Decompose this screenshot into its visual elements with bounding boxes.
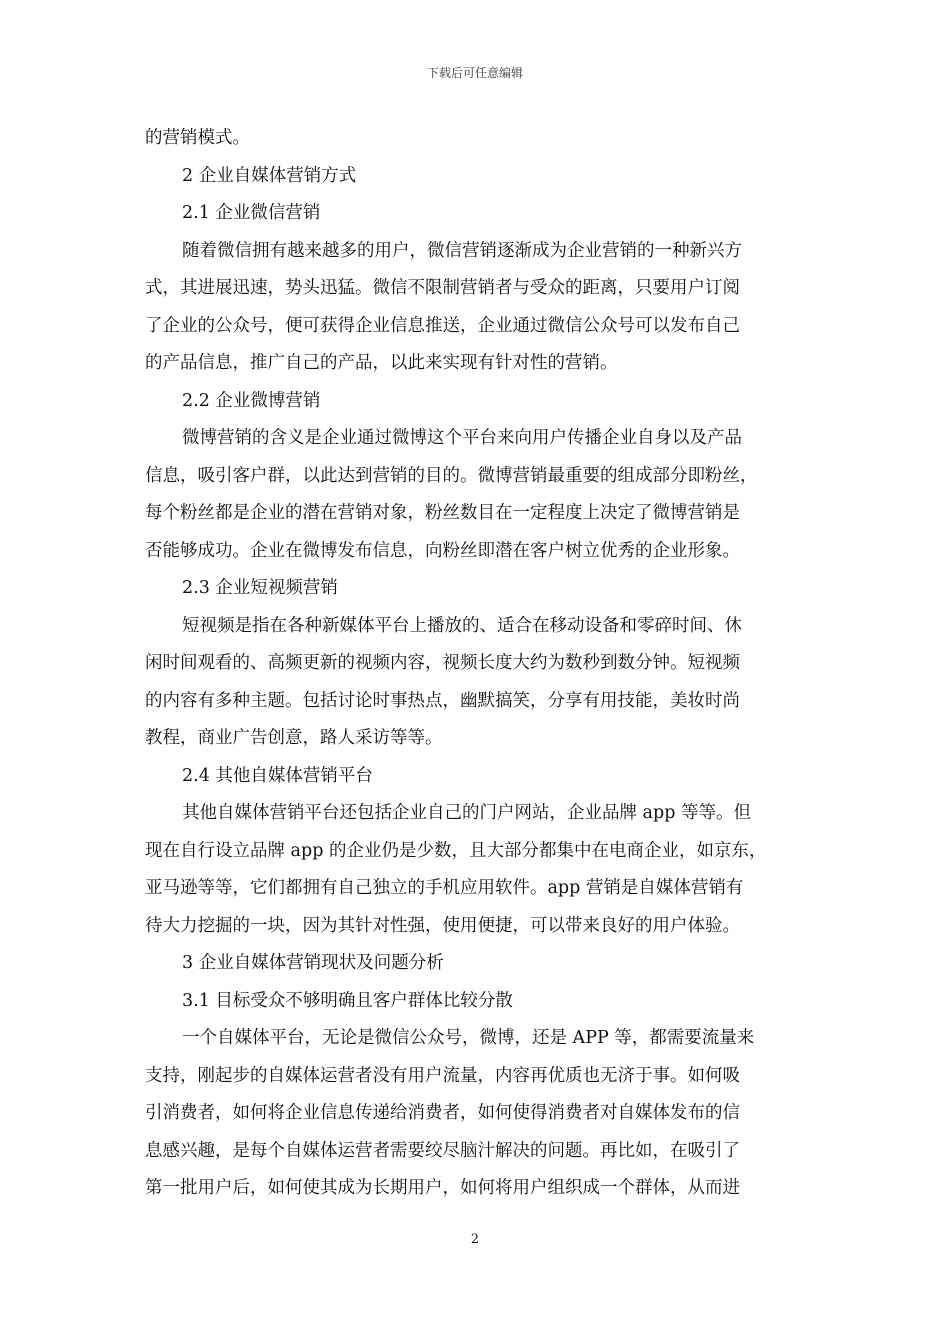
text-line: 第一批用户后，如何使其成为长期用户，如何将用户组织成一个群体，从而进 <box>145 1178 740 1198</box>
text-line: 信息，吸引客户群，以此达到营销的目的。微博营销最重要的组成部分即粉丝， <box>145 465 758 486</box>
text-line: 其他自媒体营销平台还包括企业自己的门户网站，企业品牌 app 等等。但 <box>182 803 751 823</box>
text-line: 2.3 企业短视频营销 <box>182 578 338 598</box>
text-line: 短视频是指在各种新媒体平台上播放的、适合在移动设备和零碎时间、休 <box>182 615 742 636</box>
text-line: 式，其进展迅速，势头迅猛。微信不限制营销者与受众的距离，只要用户订阅 <box>145 278 740 298</box>
text-line: 2.2 企业微博营销 <box>182 390 321 411</box>
text-line: 教程，商业广告创意，路人采访等等。 <box>145 728 443 748</box>
text-line: 每个粉丝都是企业的潜在营销对象，粉丝数目在一定程度上决定了微博营销是 <box>145 503 740 523</box>
text-line: 3 企业自媒体营销现状及问题分析 <box>182 953 444 973</box>
text-line: 的产品信息，推广自己的产品，以此来实现有针对性的营销。 <box>145 353 618 373</box>
text-line: 微博营销的含义是企业通过微博这个平台来向用户传播企业自身以及产品 <box>182 428 742 448</box>
text-line: 闲时间观看的、高频更新的视频内容，视频长度大约为数秒到数分钟。短视频 <box>145 653 740 673</box>
text-line: 2.1 企业微信营销 <box>182 203 321 223</box>
page-number: 2 <box>470 1232 480 1247</box>
text-line: 2.4 其他自媒体营销平台 <box>182 765 373 786</box>
text-line: 的内容有多种主题。包括讨论时事热点，幽默搞笑，分享有用技能，美妆时尚 <box>145 690 740 711</box>
text-line: 3.1 目标受众不够明确且客户群体比较分散 <box>182 990 513 1011</box>
text-line: 了企业的公众号，便可获得企业信息推送，企业通过微信公众号可以发布自己 <box>145 315 740 336</box>
text-line: 引消费者，如何将企业信息传递给消费者，如何使得消费者对自媒体发布的信 <box>145 1103 740 1123</box>
page-header: 下载后可任意编辑 <box>426 66 523 80</box>
text-line: 一个自媒体平台，无论是微信公众号，微博，还是 APP 等，都需要流量来 <box>182 1028 755 1048</box>
text-line: 随着微信拥有越来越多的用户，微信营销逐渐成为企业营销的一种新兴方 <box>182 240 742 261</box>
text-line: 待大力挖掘的一块，因为其针对性强，使用便捷，可以带来良好的用户体验。 <box>145 915 740 936</box>
text-line: 支持，刚起步的自媒体运营者没有用户流量，内容再优质也无济于事。如何吸 <box>145 1065 740 1086</box>
text-line: 2 企业自媒体营销方式 <box>182 165 357 186</box>
text-line: 亚马逊等等，它们都拥有自己独立的手机应用软件。app 营销是自媒体营销有 <box>145 878 744 898</box>
text-line: 否能够成功。企业在微博发布信息，向粉丝即潜在客户树立优秀的企业形象。 <box>145 540 740 561</box>
text-line: 的营销模式。 <box>145 128 250 148</box>
document-body <box>145 120 810 1208</box>
text-line: 息感兴趣，是每个自媒体运营者需要绞尽脑汁解决的问题。再比如，在吸引了 <box>145 1140 740 1161</box>
text-line: 现在自行设立品牌 app 的企业仍是少数，且大部分都集中在电商企业，如京东， <box>145 840 767 861</box>
